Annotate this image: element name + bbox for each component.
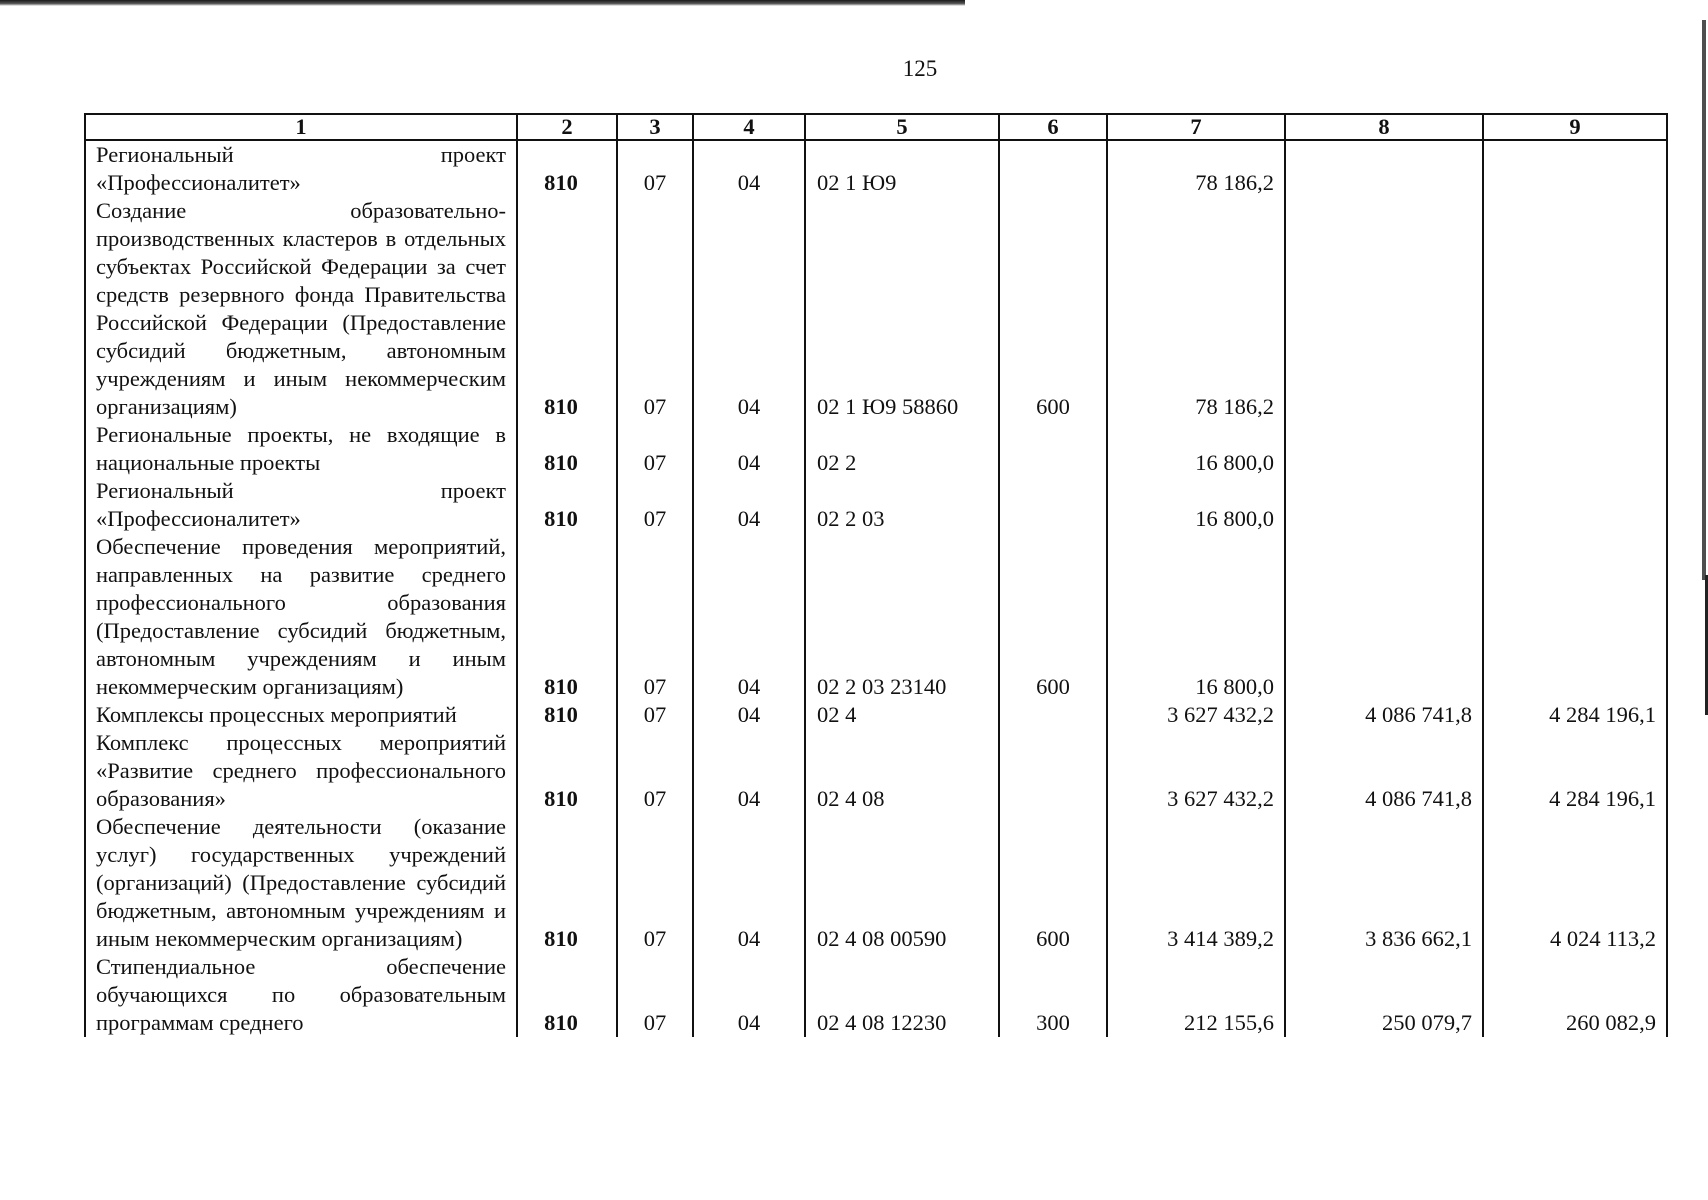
table-row [85, 533, 1667, 701]
cell-col7: 16 800,0 [1107, 477, 1285, 533]
cell-col7: 3 414 389,2 [1107, 813, 1285, 953]
col-header-2: 2 [517, 114, 617, 140]
cell-col4: 04 [693, 953, 805, 1037]
cell-col4: 04 [693, 533, 805, 701]
cell-col9: 260 082,9 [1483, 953, 1667, 1037]
scan-edge-right [1702, 20, 1706, 580]
row-name: Комплексы процессных мероприятий [85, 701, 517, 729]
col-header-4: 4 [693, 114, 805, 140]
cell-col5: 02 2 03 23140 [805, 533, 999, 701]
cell-col2: 810 [517, 813, 617, 953]
scan-edge-line [0, 0, 965, 6]
row-name: Стипендиальное обеспечение обучающихся по образовательным программам среднего [85, 953, 517, 1037]
cell-col5: 02 4 08 12230 [805, 953, 999, 1037]
table-row [85, 701, 1667, 729]
cell-col8 [1285, 140, 1483, 197]
budget-table [84, 113, 1668, 1037]
cell-col5: 02 4 08 00590 [805, 813, 999, 953]
cell-col5: 02 4 [805, 701, 999, 729]
table-row [85, 197, 1667, 421]
cell-col6 [999, 701, 1107, 729]
cell-col3: 07 [617, 813, 693, 953]
col-header-6: 6 [999, 114, 1107, 140]
table-row [85, 729, 1667, 813]
table-row [85, 421, 1667, 477]
cell-col9 [1483, 477, 1667, 533]
cell-col9: 4 024 113,2 [1483, 813, 1667, 953]
cell-col2: 810 [517, 477, 617, 533]
cell-col8 [1285, 477, 1483, 533]
cell-col6: 600 [999, 533, 1107, 701]
cell-col9 [1483, 421, 1667, 477]
cell-col7: 78 186,2 [1107, 140, 1285, 197]
row-name: Региональные проекты, не входящие в национальные проекты [85, 421, 517, 477]
col-header-7: 7 [1107, 114, 1285, 140]
cell-col3: 07 [617, 477, 693, 533]
cell-col4: 04 [693, 477, 805, 533]
cell-col5: 02 2 [805, 421, 999, 477]
cell-col3: 07 [617, 701, 693, 729]
row-name: Обеспечение проведения мероприятий, направленных на развитие среднего профессионального образования (Предоставление субсидий бюджетным, автономным учреждениям и иным некоммерческим организациям) [85, 533, 517, 701]
cell-col8: 3 836 662,1 [1285, 813, 1483, 953]
cell-col7: 16 800,0 [1107, 421, 1285, 477]
row-name: Региональный проект «Профессионалитет» [85, 477, 517, 533]
cell-col4: 04 [693, 701, 805, 729]
cell-col2: 810 [517, 421, 617, 477]
cell-col8 [1285, 197, 1483, 421]
row-name: Создание образовательно-производственных кластеров в отдельных субъектах Российской Федерации за счет средств резервного фонда Правительства Российской Федерации (Предоставление субсидий бюджетным, автономным учреждениям и иным некоммерческим организациям) [85, 197, 517, 421]
cell-col2: 810 [517, 140, 617, 197]
cell-col8 [1285, 421, 1483, 477]
table-row [85, 477, 1667, 533]
cell-col6 [999, 140, 1107, 197]
col-header-3: 3 [617, 114, 693, 140]
cell-col9 [1483, 197, 1667, 421]
cell-col7: 3 627 432,2 [1107, 729, 1285, 813]
cell-col3: 07 [617, 729, 693, 813]
cell-col4: 04 [693, 813, 805, 953]
cell-col6: 300 [999, 953, 1107, 1037]
col-header-9: 9 [1483, 114, 1667, 140]
cell-col8 [1285, 533, 1483, 701]
row-name: Обеспечение деятельности (оказание услуг) государственных учреждений (организаций) (Предоставление субсидий бюджетным, автономным учреждениям и иным некоммерческим организациям) [85, 813, 517, 953]
cell-col6 [999, 421, 1107, 477]
header-row [85, 114, 1667, 140]
cell-col6: 600 [999, 813, 1107, 953]
cell-col3: 07 [617, 140, 693, 197]
cell-col2: 810 [517, 533, 617, 701]
cell-col2: 810 [517, 729, 617, 813]
cell-col4: 04 [693, 729, 805, 813]
cell-col3: 07 [617, 197, 693, 421]
cell-col8: 4 086 741,8 [1285, 701, 1483, 729]
cell-col2: 810 [517, 197, 617, 421]
cell-col8: 4 086 741,8 [1285, 729, 1483, 813]
cell-col9: 4 284 196,1 [1483, 729, 1667, 813]
cell-col2: 810 [517, 953, 617, 1037]
cell-col6: 600 [999, 197, 1107, 421]
cell-col7: 78 186,2 [1107, 197, 1285, 421]
cell-col4: 04 [693, 197, 805, 421]
cell-col8: 250 079,7 [1285, 953, 1483, 1037]
cell-col3: 07 [617, 533, 693, 701]
table-row [85, 140, 1667, 197]
cell-col7: 3 627 432,2 [1107, 701, 1285, 729]
col-header-1: 1 [85, 114, 517, 140]
page-number: 125 [902, 56, 938, 81]
row-name: Комплекс процессных мероприятий «Развитие среднего профессионального образования» [85, 729, 517, 813]
table-row [85, 953, 1667, 1037]
cell-col4: 04 [693, 421, 805, 477]
cell-col7: 16 800,0 [1107, 533, 1285, 701]
cell-col4: 04 [693, 140, 805, 197]
cell-col5: 02 2 03 [805, 477, 999, 533]
table-row [85, 813, 1667, 953]
cell-col5: 02 1 Ю9 58860 [805, 197, 999, 421]
cell-col2: 810 [517, 701, 617, 729]
col-header-8: 8 [1285, 114, 1483, 140]
cell-col9 [1483, 533, 1667, 701]
cell-col7: 212 155,6 [1107, 953, 1285, 1037]
cell-col5: 02 4 08 [805, 729, 999, 813]
cell-col9: 4 284 196,1 [1483, 701, 1667, 729]
cell-col6 [999, 729, 1107, 813]
col-header-5: 5 [805, 114, 999, 140]
cell-col3: 07 [617, 421, 693, 477]
cell-col6 [999, 477, 1107, 533]
row-name: Региональный проект «Профессионалитет» [85, 140, 517, 197]
cell-col3: 07 [617, 953, 693, 1037]
cell-col9 [1483, 140, 1667, 197]
cell-col5: 02 1 Ю9 [805, 140, 999, 197]
